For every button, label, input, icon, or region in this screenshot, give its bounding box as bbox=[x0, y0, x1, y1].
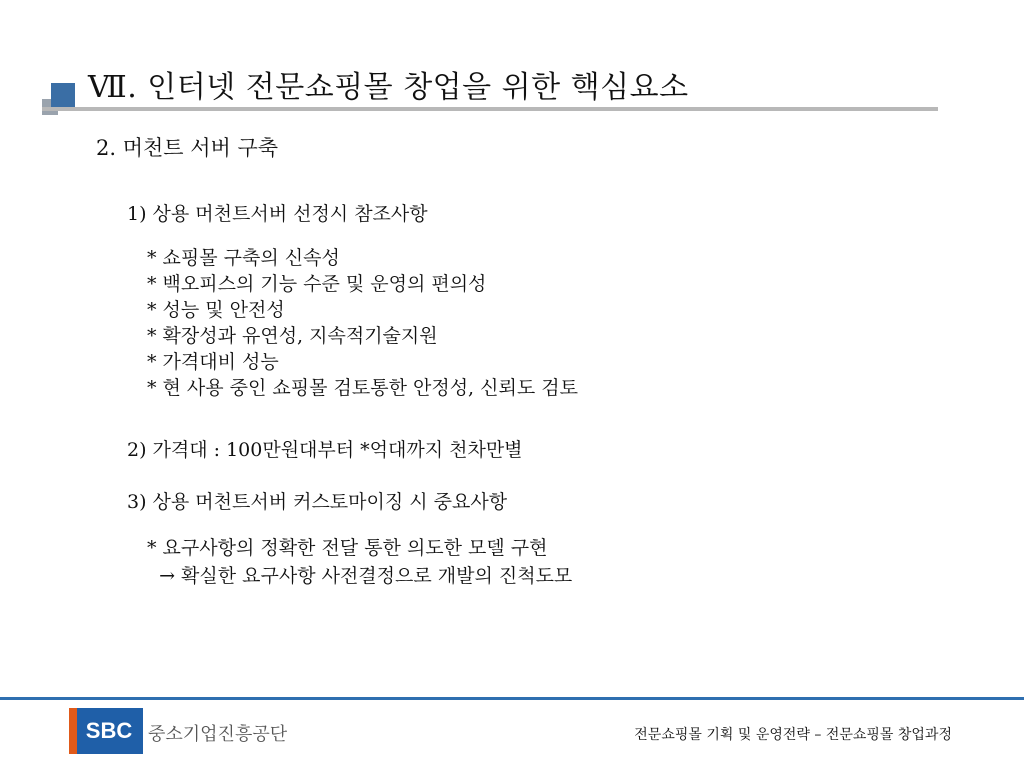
section-heading: 2. 머천트 서버 구축 bbox=[96, 136, 279, 160]
list-item: * 확장성과 유연성, 지속적기술지원 bbox=[147, 325, 438, 347]
list-item: * 요구사항의 정확한 전달 통한 의도한 모델 구현 bbox=[147, 537, 548, 559]
organization-name: 중소기업진흥공단 bbox=[148, 724, 288, 745]
list-item: * 가격대비 성능 bbox=[147, 351, 279, 373]
slide-title: Ⅶ. 인터넷 전문쇼핑몰 창업을 위한 핵심요소 bbox=[88, 70, 689, 105]
list-item: * 현 사용 중인 쇼핑몰 검토통한 안정성, 신뢰도 검토 bbox=[147, 377, 578, 399]
item1-heading: 1) 상용 머천트서버 선정시 참조사항 bbox=[127, 203, 428, 225]
item1-bullet-list bbox=[147, 245, 578, 401]
item2-heading: 2) 가격대 : 100만원대부터 *억대까지 천차만별 bbox=[127, 439, 523, 461]
item3-heading: 3) 상용 머천트서버 커스토마이징 시 중요사항 bbox=[127, 491, 508, 513]
footer-divider bbox=[0, 697, 1024, 700]
list-item: * 쇼핑몰 구축의 신속성 bbox=[147, 247, 340, 269]
title-divider bbox=[42, 107, 938, 111]
logo-text: SBC bbox=[85, 718, 133, 743]
sbc-logo bbox=[69, 708, 143, 754]
list-item: → 확실한 요구사항 사전결정으로 개발의 진척도모 bbox=[147, 565, 573, 587]
logo-accent-stripe bbox=[69, 708, 77, 754]
list-item: * 백오피스의 기능 수준 및 운영의 편의성 bbox=[147, 273, 487, 295]
course-title: 전문쇼핑몰 기획 및 운영전략 – 전문쇼핑몰 창업과정 bbox=[634, 727, 952, 743]
item3-bullet-list bbox=[147, 534, 572, 590]
title-decoration-blue-square bbox=[51, 83, 75, 107]
list-item: * 성능 및 안전성 bbox=[147, 299, 285, 321]
